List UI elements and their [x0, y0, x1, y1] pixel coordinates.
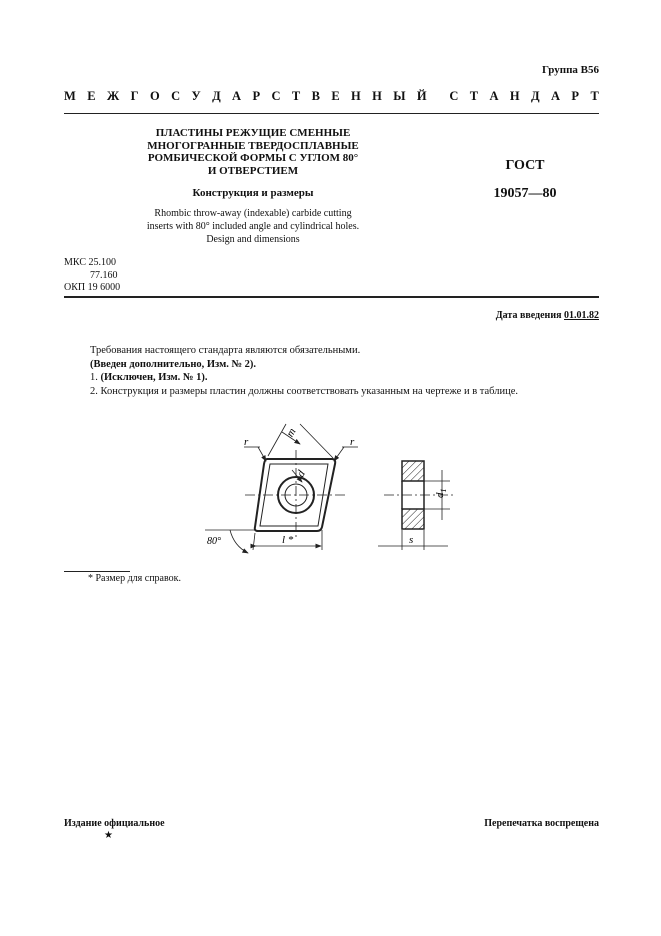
label-l: l *	[282, 534, 294, 546]
heading-letter: Ж	[106, 89, 120, 103]
heading-letter: Т	[291, 89, 301, 103]
m-extension-line	[268, 424, 286, 456]
r-leader-left-2	[258, 447, 266, 461]
label-r-left: r	[244, 436, 249, 448]
heading-letter: С	[171, 89, 181, 103]
subtitle: Конструкция и размеры	[192, 187, 314, 199]
heading-letter: Й	[416, 89, 427, 103]
heading-letter: С	[271, 89, 281, 103]
heading-letter: Т	[590, 89, 599, 103]
official-edition: Издание официальное	[64, 818, 165, 829]
group-code: Группа В56	[541, 64, 599, 76]
english-title-line: Design and dimensions	[206, 234, 300, 245]
okp-code: ОКП 19 6000	[64, 282, 121, 293]
paragraph: 2. Конструкция и размеры пластин должны соответствовать указанным на чертеже и в таблице.	[90, 385, 519, 397]
heading-letter: М	[64, 89, 76, 103]
heading-letter: Н	[372, 89, 382, 103]
heading-letter: Т	[469, 89, 479, 103]
reprint-prohibited: Перепечатка воспрещена	[484, 818, 599, 829]
heading-letter: Е	[87, 89, 96, 103]
title-line: МНОГОГРАННЫЕ ТВЕРДОСПЛАВНЫЕ	[147, 139, 359, 152]
heading-letter: Ы	[393, 89, 406, 103]
footnote: * Размер для справок.	[88, 573, 181, 584]
label-r-right: r	[350, 436, 355, 448]
heading-letter: Д	[531, 89, 540, 103]
heading-letter: Д	[212, 89, 221, 103]
heading-letter: Г	[130, 89, 139, 103]
heading-letter: Н	[351, 89, 361, 103]
heading-letter: О	[149, 89, 160, 103]
gost-number: 19057—80	[493, 186, 557, 201]
l-extension-left	[253, 533, 255, 550]
heading-letter: Р	[571, 89, 580, 103]
title-line: И ОТВЕРСТИЕМ	[207, 164, 299, 177]
title-line: ПЛАСТИНЫ РЕЖУЩИЕ СМЕННЫЕ	[155, 127, 351, 139]
english-title-line: Rhombic throw-away (indexable) carbide cutting	[154, 208, 352, 219]
footnote-divider	[64, 571, 130, 572]
heading-letter: Р	[252, 89, 261, 103]
english-title-line: inserts with 80° included angle and cylindrical holes.	[146, 221, 360, 232]
date-value: 01.01.82	[564, 310, 599, 321]
gost-label: ГОСТ	[505, 158, 545, 173]
amendment-note: (Введен дополнительно, Изм. № 2).	[90, 358, 257, 370]
label-d1	[434, 489, 448, 499]
label-s: s	[409, 534, 414, 546]
date-label: Дата введения	[495, 310, 562, 321]
r-leader-right-2	[334, 447, 344, 461]
heading-letter: А	[551, 89, 561, 103]
m-extension-line-2	[300, 424, 333, 458]
heading-letter: У	[191, 89, 201, 103]
heading-letter: В	[311, 89, 320, 103]
mks-code-2: 77.160	[90, 269, 118, 281]
title-line: РОМБИЧЕСКОЙ ФОРМЫ С УГЛОМ 80°	[147, 152, 359, 164]
label-angle: 80°	[207, 536, 221, 547]
star-icon: ★	[104, 830, 113, 841]
section-top	[402, 461, 424, 481]
heading-letter: А	[489, 89, 499, 103]
paragraph: Требования настоящего стандарта являются обязательными.	[90, 345, 361, 356]
angle-arc	[230, 530, 248, 553]
heading-letter: Н	[509, 89, 520, 103]
mks-code: МКС 25.100	[64, 257, 116, 268]
heading-letter: А	[232, 89, 242, 103]
clause-text: (Исключен, Изм. № 1).	[100, 372, 208, 383]
label-d1-sub: 1	[439, 488, 448, 493]
section-bottom	[402, 509, 424, 529]
label-d1-main: d	[434, 492, 446, 498]
heading-letter: С	[449, 89, 459, 103]
heading-letter: Е	[331, 89, 340, 103]
label-m: m	[284, 426, 299, 440]
label-d: d	[294, 468, 308, 480]
clause-number: 1.	[90, 372, 98, 383]
